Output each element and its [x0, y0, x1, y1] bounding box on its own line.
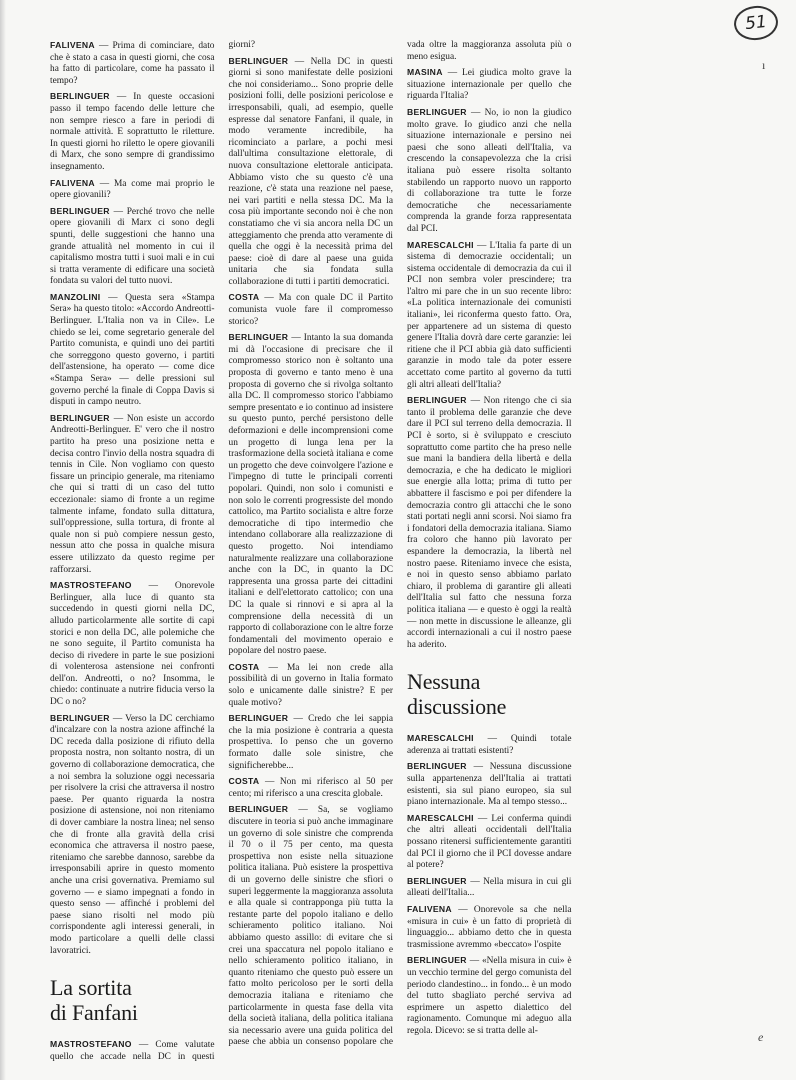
headline-line: Nessuna: [407, 669, 481, 695]
paragraph-text: — Quindi totale aderenza ai trattati esistenti?: [407, 734, 572, 756]
interview-paragraph: [229, 776, 394, 800]
paragraph-text: — Verso la DC cerchiamo d'incalzare con la nostra azione affinché la DC receda dalla posizione di rifiuto della proposta nostra, non soltanto nostra, di un governo di collaborazione democratica, che a noi sembra la soluzione oggi necessaria per risolvere la crisi che attraversa il nostro paese. Per quanto riguarda la nostra posizione di astensione, noi non riteniamo di dover cambiare la nostra linea; nel senso che di fronte alla gravità della crisi economica che attraversa il nostro paese, riteniamo che sarebbe dannoso, sarebbe da irresponsabili aprire in questo momento anche una crisi governativa. Premiamo sul governo — e siamo impegnati a fondo in questo senso — affinché i problemi del paese siano risolti nel modo più corrispondente agli interessi generali, in modo particolare a quelli delle classi lavoratrici.: [50, 713, 215, 956]
speaker-name: FALIVENA: [50, 177, 95, 188]
interview-paragraph: [229, 713, 394, 772]
speaker-name: COSTA: [228, 661, 260, 672]
speaker-name: FALIVENA: [50, 40, 95, 50]
paragraph-text: — Onorevole Berlinguer, alla luce di quanto sta succedendo in questi giorni nella DC, alludo particolarmente alle sortite di capi storici e non della DC, alle polemiche che ne sono seguite, il Partito comunista ha deciso di rivedere in parte le sue posizioni di volenterosa astensione nei confronti dell'on. Andreotti, o no? Insomma, le chiedo: continuate a nutrire fiducia verso la DC o no?: [50, 581, 215, 708]
headline-line: di Fanfani: [50, 1000, 138, 1026]
paragraph-text: — Non esiste un accordo Andreotti-Berlinguer. E' vero che il nostro partito ha preso una posizione netta e decisa contro l'invio della nostra squadra di tennis in Cile. Non vogliamo con questo fissare un principio generale, ma riteniamo che qui si tratti di un caso del tutto eccezionale: siamo di fronte a un regime talmente infame, fondato sulla dittatura, sull'oppressione, sulla tortura, di fronte al quale non si può compiere nessun gesto, nessun atto che possa in qualche misura essere utilizzato da questo regime per rafforzarsi.: [50, 413, 215, 575]
interview-paragraph: [50, 40, 215, 87]
speaker-name: COSTA: [228, 776, 260, 787]
page-number-stamp: 51: [732, 4, 779, 42]
corner-mark: ı: [762, 58, 766, 72]
paragraph-text: — Lei conferma quindi che altri alleati occidentali dell'Italia possano ritenersi sufficientemente garantiti dal PCI il giorno che il PCI dovesse andare al potere?: [407, 813, 572, 871]
speaker-name: BERLINGUER: [407, 761, 467, 772]
interview-paragraph: [50, 206, 215, 288]
interview-paragraph: [50, 292, 215, 409]
speaker-name: MASTROSTEFANO: [50, 1039, 132, 1050]
paragraph-text: — Non ritengo che ci sia tanto il problema delle garanzie che deve dare il PCI sul terreno della democrazia. Il PCI è sorto, si è sviluppato e cresciuto soprattutto come partito che ha preso nelle sue mani la bandiera della libertà e della democrazia, e che ha dedicato le migliori sue energie alla lotta; prima di tutto per abbattere il fascismo e poi per difendere la democrazia contro gli attacchi che le sono stati portati negli anni scorsi. Noi siamo fra i fondatori della democrazia italiana. Siamo fra coloro che hanno più lavorato per espandere la democrazia, la libertà nel nostro paese. Riteniamo invece che esista, e noi in questo senso abbiamo parlato chiaro, il problema di garantire gli alleati dell'Italia sul fatto che nessuna forza politica italiana — e questo è oggi la realtà — non mette in discussione le alleanze, gli accordi internazionali a cui il nostro paese ha aderito.: [407, 396, 572, 650]
speaker-name: COSTA: [228, 292, 260, 303]
paragraph-text: — In queste occasioni passo il tempo facendo delle letture che non sempre riesco a fare in periodi di normale attività. E soprattutto le riletture. In questi giorni ho riletto le opere giovanili di Marx, che sono sempre di grandissimo insegnamento.: [50, 92, 215, 172]
headline-line: discussione: [407, 694, 507, 720]
paragraph-text: — Nessuna discussione sulla appartenenza dell'Italia ai trattati esistenti, sia sul piano europeo, sia sul piano internazionale. Ma al tempo stesso...: [407, 762, 572, 808]
interview-paragraph: [407, 240, 572, 392]
speaker-name: MASINA: [407, 67, 443, 78]
headline-line: La sortita: [50, 975, 132, 1001]
scan-edge: [0, 0, 6, 1080]
paragraph-text: — Ma lei non crede alla possibilità di un governo in Italia formato solo e unicamente dalle sinistre? E per quale motivo?: [228, 662, 393, 708]
paragraph-text: — Perché trovo che nelle opere giovanili di Marx ci sono degli spunti, delle suggestioni che hanno una grande attualità nel momento in cui il capitalismo mostra tutti i suoi mali e in cui si tratta veramente di edificare una società fondata su valori del tutto nuovi.: [50, 206, 215, 287]
interview-paragraph: [407, 955, 572, 1037]
speaker-name: BERLINGUER: [50, 91, 110, 102]
speaker-name: BERLINGUER: [50, 412, 110, 423]
interview-paragraph: [407, 813, 572, 872]
interview-paragraph: [229, 56, 394, 289]
paragraph-text: — No, io non la giudico molto grave. Io giudico anzi che nella situazione internazionale e persino nei paesi che sono alleati dell'Italia, va crescendo la consapevolezza che la crisi italiana può essere risolta soltanto stabilendo un rapporto nuovo un rapporto di collaborazione tra tutte le forze democratiche che necessariamente comprenda la grande forza rappresentata dal PCI.: [407, 107, 572, 234]
interview-paragraph: [407, 761, 572, 808]
interview-paragraph: [407, 904, 572, 951]
paragraph-text: — Sa, se vogliamo discutere in teoria si può anche immaginare un governo di sole sinistre che comprenda il 70 o il 75 per cento, ma questa prospettiva non esiste nella situazione politica italiana. Può esistere la prospettiva di un governo delle sinistre che sfiori o superi leggermente la maggioranza assoluta e alla quale si contrapponga più tutta la restante parte del popolo italiano e dello schieramento politico italiano. Noi abbiamo questo assillo: di evitare che si crei una spaccatura nel popolo italiano e nello schieramento politico italiano, in quanto riteniamo che questo può essere un fatto molto pericoloso per le sorti della democrazia italiana e riteniamo che particolarmente in questa fase della vita della società italiana, della politica italiana sia necessario avere una guida politica del paese che abbia un consenso popolare che vada oltre la maggioranza assoluta più o meno esigua.: [228, 40, 572, 1048]
interview-paragraph: [229, 332, 394, 658]
interview-paragraph: [407, 395, 572, 651]
interview-paragraph: [407, 733, 572, 757]
interview-paragraph: [50, 713, 215, 957]
paragraph-text: — Nella misura in cui gli alleati dell'Italia...: [407, 876, 572, 899]
speaker-name: MARESCALCHI: [407, 733, 474, 744]
speaker-name: BERLINGUER: [407, 875, 467, 886]
paragraph-text: — Onorevole sa che nella «misura in cui» è un fatto di proprietà di linguaggio... abbiamo detto che in questa trasmissione avremmo «beccato» l'ospite: [407, 905, 572, 950]
speaker-name: BERLINGUER: [228, 55, 289, 66]
paragraph-text: — Intanto la sua domanda mi dà l'occasione di precisare che il compromesso storico non è soltanto una proposta di governo e tanto meno è una proposta di governo che si rivolga soltanto alla DC. Il compromesso storico l'abbiamo sempre presentato e io continuo ad insistere su questo punto, perché persistono delle deformazioni e delle incomprensioni come un progetto di lunga lena per la trasformazione della società italiana e come un progetto che deve coinvolgere l'azione e l'impegno di tutte le principali correnti popolari. Quindi, non solo i comunisti e non solo le correnti progressiste del mondo cattolico, ma Partito socialista e altre forze democratiche di tipo intermedio che intendano collaborare alla realizzazione di questo progetto. Noi intendiamo naturalmente realizzare una collaborazione anche con la DC, in quanto la DC rappresenta una grossa parte dei cittadini italiani e dell'elettorato cattolico; con una DC la quale si rinnovi e si apra al la comprensione della necessità di un rapporto di collaborazione con le altre forze fondamentali del movimento operaio e popolare del nostro paese.: [228, 333, 394, 657]
interview-paragraph: [407, 107, 572, 236]
headline-sortita: [50, 975, 215, 1025]
interview-paragraph: [407, 876, 572, 900]
speaker-name: MARESCALCHI: [407, 239, 474, 250]
interview-paragraph: [229, 292, 394, 328]
speaker-name: MARESCALCHI: [407, 812, 474, 823]
speaker-name: BERLINGUER: [50, 205, 110, 216]
paragraph-text: — Come valutate quello che accade nella DC in questi giorni?: [50, 40, 256, 1062]
paragraph-text: — Nella DC in questi giorni si sono manifestate delle posizioni che noi consideriamo... Sono proprie delle posizioni folli, delle posizioni pericolose e irresponsabili, quali, ad esempio, quelle espresse dal senatore Fanfani, il quale, in modo veramente incredibile, ha ricominciato a parlare, a pochi mesi dall'ultima consultazione elettorale, di nuova consultazione elettorale anticipata. Abbiamo visto che su questo c'è una reazione, c'è stata una reazione nel paese, nei vari partiti e nella stessa DC. Ma la cosa più importante secondo noi è che non constatiamo che vi sia ancora nella DC un atteggiamento che prenda atto veramente di quella che oggi è la necessità prima del paese: cioè di dare al paese una guida unitaria che sia fondata sulla collaborazione di tutti i partiti democratici.: [228, 56, 394, 287]
speaker-name: BERLINGUER: [50, 712, 110, 723]
paragraph-text: — L'Italia fa parte di un sistema di democrazie occidentali; un sistema occidentale di democrazia da cui il PCI non sembra voler prescindere; tra l'altro mi pare che in un suo recente libro: «La politica internazionale dei comunisti italiani», lei riconferma questo fatto. Ora, per appartenere ad un sistema di questo genere l'Italia dovrà dare certe garanzie: lei ritiene che il PCI abbia già dato sufficienti garanzie in modo tale da poter essere accettato come partito al governo da tutti gli altri alleati dell'Italia?: [407, 240, 572, 390]
paragraph-text: — «Nella misura in cui» è un vecchio termine del gergo comunista del periodo clandestino... in fondo... è un modo del tutto sbagliato perché serviva ad esprimere un aspetto dialettico del ragionamento. Comunque mi adeguo alla regola. Dicevo: se si tratta delle al-: [407, 956, 572, 1036]
paragraph-text: — Credo che lei sappia che la mia posizione è contraria a questa prospettiva. Io penso che un governo formato dalle sole sinistre, che significherebbe...: [228, 714, 394, 771]
paragraph-text: — Ma come mai proprio le opere giovanili?: [50, 178, 215, 201]
headline-nessuna: [407, 669, 572, 719]
speaker-name: BERLINGUER: [228, 804, 289, 815]
paragraph-text: — Prima di cominciare, dato che è stato a casa in questi giorni, che cosa ha fatto di particolare, come ha passato il tempo?: [50, 41, 215, 86]
interview-paragraph: [407, 67, 572, 103]
speaker-name: BERLINGUER: [407, 955, 467, 966]
bottom-mark: e: [758, 1030, 764, 1044]
paragraph-text: — Ma con quale DC il Partito comunista vuole fare il compromesso storico?: [228, 293, 393, 327]
article-body: [50, 40, 750, 1070]
interview-paragraph: [229, 662, 394, 709]
speaker-name: MANZOLINI: [50, 291, 101, 302]
interview-paragraph: [50, 91, 215, 173]
speaker-name: BERLINGUER: [407, 106, 467, 117]
paragraph-text: — Non mi riferisco al 50 per cento; mi riferisco a una crescita globale.: [228, 777, 394, 799]
interview-paragraph: [50, 413, 215, 576]
speaker-name: MASTROSTEFANO: [50, 580, 132, 591]
paragraph-text: — Lei giudica molto grave la situazione internazionale per quello che riguarda l'Italia?: [407, 68, 572, 102]
interview-paragraph: [50, 178, 215, 202]
paragraph-text: — Questa sera «Stampa Sera» ha questo titolo: «Accordo Andreotti-Berlinguer. L'Italia non va in Cile». Le chiedo se lei, come segretario generale del Partito comunista, e quindi uno dei partiti che sorreggono questo governo, i partiti dell'astensione, ha operato — come dice «Stampa Sera» — delle pressioni sul governo perché la finale di Coppa Davis si disputi in campo neutro.: [50, 292, 215, 408]
interview-paragraph: [50, 580, 215, 709]
speaker-name: BERLINGUER: [228, 332, 289, 343]
speaker-name: BERLINGUER: [407, 395, 467, 406]
speaker-name: BERLINGUER: [228, 713, 289, 724]
speaker-name: FALIVENA: [407, 904, 452, 914]
